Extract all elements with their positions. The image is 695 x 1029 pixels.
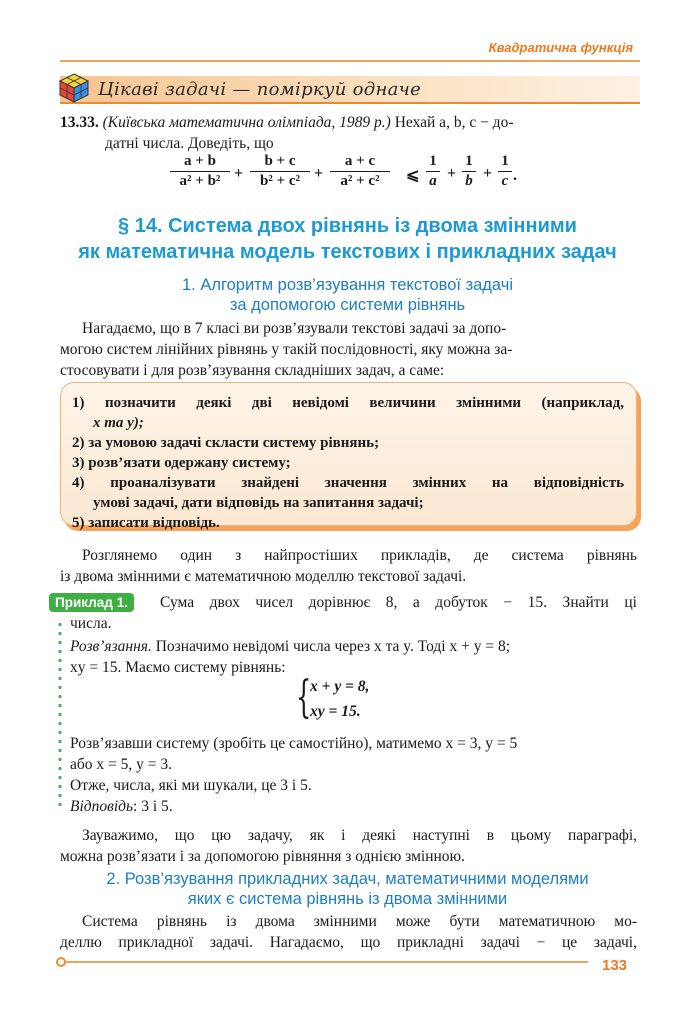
banner-title: Цікаві задачі — поміркуй одначе [98, 79, 422, 100]
remark-line-2: можна розв’язати і за допомогою рівняння з однією змінною. [60, 848, 465, 865]
subsection-2-line-1: 2. Розв’язування прикладних задач, математичними моделями [106, 870, 589, 888]
example-intro-line-1: Розглянемо один з найпростіших прикладів, де система рівнянь [82, 547, 637, 564]
result-line-3: Отже, числа, які ми шукали, це 3 і 5. [70, 777, 312, 794]
step-4-cont: умові задачі, дати відповідь на запитання задачі; [93, 495, 424, 511]
step-1-cont: x та y); [93, 415, 144, 431]
result-line-2: або x = 5, y = 3. [70, 756, 172, 773]
system-equation-1: x + y = 8, [310, 678, 370, 695]
plus-sign: + [234, 165, 244, 182]
answer-text: : 3 і 5. [133, 798, 173, 815]
fraction-r3: $\frac{1}{c}$ [498, 153, 512, 190]
step-2: 2) за умовою задачі скласти систему рівнянь; [72, 435, 380, 451]
inequality-formula [170, 153, 550, 197]
leq-sign: ⩽ [406, 167, 420, 184]
example-badge: Приклад 1. [49, 593, 134, 612]
solution-text: Позначимо невідомі числа через x та y. Тоді x + y = 8; [151, 638, 511, 655]
left-brace-icon: { [296, 672, 312, 723]
rubiks-cube-icon [58, 72, 90, 104]
result-line-1: Розв’язавши систему (зробіть це самостійно), матимемо x = 3, y = 5 [70, 735, 518, 752]
footer-rule-dot [56, 957, 66, 967]
fraction-1: $\frac{a + b}{\text{a² + b²}}$ [170, 153, 230, 190]
answer-line [70, 796, 637, 817]
page-number: 133 [602, 957, 628, 974]
fraction-2: $\frac{b + c}{\text{b² + c²}}$ [250, 153, 310, 190]
intro-line-3: стосовувати і для розв’язування складніших задач, а саме: [60, 362, 445, 379]
problem-line-2: датні числа. Доведіть, що [105, 135, 274, 152]
fraction-r2: $\frac{1}{b}$ [462, 153, 476, 190]
section-title-line-1: § 14. Система двох рівнянь із двома змінними [118, 215, 577, 237]
fraction-3: $\frac{a + c}{\text{a² + c²}}$ [330, 153, 390, 190]
solution-line-2: xy = 15. Маємо систему рівнянь: [70, 659, 286, 676]
chapter-title: Квадратична функція [488, 40, 633, 55]
plus-sign: + [483, 165, 493, 182]
problem-line-1 [60, 112, 637, 133]
plus-sign: + [447, 165, 457, 182]
step-4: 4) проаналізувати знайдені значення змінних на відповідність [72, 475, 624, 491]
footer-rule [66, 961, 588, 963]
example-condition-line-1: Сума двох чисел дорівнює 8, а добуток − 15. Знайти ці [160, 594, 637, 611]
solution-line-1 [70, 636, 637, 657]
header-rule [60, 60, 640, 62]
example-condition-line-2: числа. [70, 615, 112, 632]
subsection-1-line-2: за допомогою системи рівнянь [229, 296, 466, 314]
example-dotted-rule [58, 620, 62, 812]
plus-sign: + [314, 165, 324, 182]
system-equation-2: xy = 15. [310, 703, 361, 720]
step-5: 5) записати відповідь. [72, 515, 220, 531]
subsection-2-line-2: яких є система рівнянь із двома змінними [187, 890, 508, 908]
intro-line-1: Нагадаємо, що в 7 класі ви розв’язували текстові задачі за допо- [82, 320, 507, 337]
section-title-line-2: як математична модель текстових і прикладних задач [78, 241, 617, 263]
solution-label: Розв’язання. [70, 638, 152, 655]
period: . [513, 167, 517, 184]
subsection-1-line-1: 1. Алгоритм розв’язування текстової задачі [181, 276, 514, 294]
fraction-r1: $\frac{1}{a}$ [426, 153, 440, 190]
intro-line-2: могою систем лінійних рівнянь у такій послідовності, яку можна за- [60, 341, 513, 358]
closing-line-2: деллю прикладної задачі. Нагадаємо, що прикладні задачі − це задачі, [60, 934, 637, 951]
algorithm-steps [72, 393, 624, 533]
problem-source: (Київська математична олімпіада, 1989 р.) [102, 114, 391, 131]
example-intro-line-2: із двома змінними є математичною моделлю текстової задачі. [60, 568, 467, 585]
step-3: 3) розв’язати одержану систему; [72, 455, 291, 471]
remark-line-1: Зауважимо, що цю задачу, як і деякі наступні в цьому параграфі, [82, 827, 637, 844]
closing-line-1: Система рівнянь із двома змінними може бути математичною мо- [82, 913, 637, 930]
problem-number: 13.33. [60, 114, 99, 131]
step-1: 1) позначити деякі дві невідомі величини змінними (наприклад, [72, 395, 624, 411]
answer-label: Відповідь [70, 798, 134, 815]
problem-text-rest: Нехай a, b, c − до- [390, 114, 514, 131]
